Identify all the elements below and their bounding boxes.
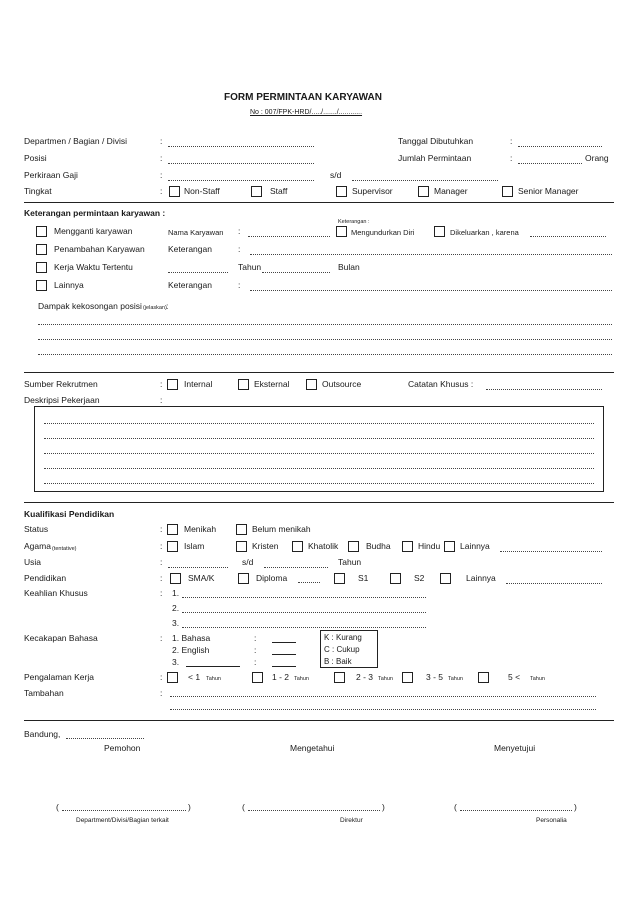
budha-label: Budha [366,541,391,551]
penambahan-keterangan-field[interactable] [250,254,612,255]
form-number: No : 007/FPK-HRD/...../......./............ [250,109,363,116]
kristen-checkbox[interactable] [236,541,247,552]
keahlian-item-1: 1. [172,588,180,598]
s2-label: S2 [414,573,425,583]
tahun-small: Tahun [206,676,221,682]
sma-label: SMA/K [188,573,215,583]
legend-kurang: K : Kurang [324,633,362,642]
colon: : [238,226,241,236]
internal-label: Internal [184,379,213,389]
orang-label: Orang [585,153,609,163]
usia-label: Usia [24,557,42,567]
menikah-label: Menikah [184,524,217,534]
pengalaman-label: Pengalaman Kerja [24,672,94,682]
divider [24,720,614,721]
sign-open: ( [56,802,59,812]
usia-tahun-label: Tahun [338,557,362,567]
tahun-field[interactable] [262,272,330,273]
mengganti-checkbox[interactable] [36,226,47,237]
legend-cukup: C : Cukup [324,645,360,654]
form-title: FORM PERMINTAAN KARYAWAN [224,92,382,103]
colon: : [254,657,257,667]
gaji-max-field[interactable] [352,180,498,181]
non-staff-checkbox[interactable] [169,186,180,197]
colon: : [160,672,163,682]
nama-karyawan-label: Nama Karyawan [168,228,224,237]
bahasa-item-1: 1. Bahasa [172,633,211,643]
supervisor-label: Supervisor [352,186,393,196]
tahun-small: Tahun [448,676,463,682]
tahun-small: Tahun [294,676,309,682]
pemohon-label: Pemohon [104,743,141,753]
colon: : [160,573,163,583]
keterangan-heading: Keterangan permintaan karyawan : [24,208,166,218]
bahasa-3-field[interactable] [272,666,296,667]
islam-label: Islam [184,541,205,551]
personalia-caption: Personalia [536,817,567,824]
keahlian-field-3[interactable] [182,627,426,628]
colon: : [254,645,257,655]
mengundurkan-label: Mengundurkan Diri [351,228,415,237]
keahlian-field-2[interactable] [182,612,426,613]
mengetahui-label: Mengetahui [290,743,335,753]
khatolik-label: Khatolik [308,541,339,551]
tanggal-label: Tanggal Dibutuhkan [398,136,474,146]
sign-close: ) [382,802,385,812]
pengalaman-1-checkbox[interactable] [167,672,178,683]
s2-checkbox[interactable] [390,573,401,584]
diploma-label: Diploma [256,573,288,583]
outsource-label: Outsource [322,379,362,389]
colon: : [160,688,163,698]
divider [24,202,614,203]
menikah-checkbox[interactable] [167,524,178,535]
keahlian-item-2: 2. [172,603,180,613]
deskripsi-box[interactable] [34,406,604,492]
belum-menikah-checkbox[interactable] [236,524,247,535]
keahlian-item-3: 3. [172,618,180,628]
pendidikan-lainnya-checkbox[interactable] [440,573,451,584]
colon: : [510,136,513,146]
dampak-label: Dampak kekosongan posisi [38,301,142,311]
tanggal-ttd-field[interactable] [66,738,144,739]
status-label: Status [24,524,49,534]
dampak-line-2[interactable] [38,339,612,340]
colon: : [238,280,241,290]
keahlian-field-1[interactable] [182,597,426,598]
keterangan-label: Keterangan [168,244,212,254]
agama-label: Agama [24,541,51,551]
sign-open: ( [242,802,245,812]
hindu-label: Hindu [418,541,441,551]
s1-label: S1 [358,573,369,583]
dampak-line-3[interactable] [38,354,612,355]
kecakapan-label: Kecakapan Bahasa [24,633,98,643]
dikeluarkan-checkbox[interactable] [434,226,445,237]
mengganti-label: Mengganti karyawan [54,226,133,236]
perkiraan-gaji-label: Perkiraan Gaji [24,170,78,180]
bahasa-2-field[interactable] [272,654,296,655]
internal-checkbox[interactable] [167,379,178,390]
deskripsi-line-1[interactable] [44,423,594,424]
sign-close: ) [188,802,191,812]
tahun-small: Tahun [378,676,393,682]
s1-checkbox[interactable] [334,573,345,584]
lainnya-label: Lainnya [54,280,84,290]
penambahan-label: Penambahan Karyawan [54,244,145,254]
catatan-field[interactable] [486,389,602,390]
hindu-checkbox[interactable] [402,541,413,552]
sd-label: s/d [330,170,342,180]
tingkat-label: Tingkat [24,186,52,196]
pengalaman-2-label: 1 - 2 [272,672,290,682]
kerja-waktu-label: Kerja Waktu Tertentu [54,262,133,272]
bulan-label: Bulan [338,262,360,272]
pengalaman-3-label: 2 - 3 [356,672,374,682]
non-staff-label: Non-Staff [184,186,220,196]
divider [24,372,614,373]
bahasa-item-2: 2. English [172,645,210,655]
colon: : [160,524,163,534]
staff-label: Staff [270,186,288,196]
agama-lainnya-field[interactable] [500,551,602,552]
senior-manager-label: Senior Manager [518,186,579,196]
colon: : [238,244,241,254]
kualifikasi-heading: Kualifikasi Pendidikan [24,509,115,519]
kristen-label: Kristen [252,541,279,551]
dept-caption: Department/Divisi/Bagian terkait [76,817,169,824]
colon: : [160,379,163,389]
dikeluarkan-label: Dikeluarkan , karena [450,228,519,237]
kerja-waktu-checkbox[interactable] [36,262,47,273]
diploma-field[interactable] [298,582,320,583]
pendidikan-label: Pendidikan [24,573,67,583]
usia-min-field[interactable] [168,567,228,568]
budha-checkbox[interactable] [348,541,359,552]
lainnya-keterangan-field[interactable] [250,290,612,291]
outsource-checkbox[interactable] [306,379,317,390]
deskripsi-line-4[interactable] [44,468,594,469]
manager-checkbox[interactable] [418,186,429,197]
staff-checkbox[interactable] [251,186,262,197]
colon: : [160,557,163,567]
tahun-small: Tahun [530,676,545,682]
tambahan-label: Tambahan [24,688,64,698]
deskripsi-label: Deskripsi Pekerjaan [24,395,100,405]
jumlah-label: Jumlah Permintaan [398,153,472,163]
lainnya-checkbox[interactable] [36,280,47,291]
agama-lainnya-checkbox[interactable] [444,541,455,552]
legend-baik: B : Baik [324,657,352,666]
eksternal-checkbox[interactable] [238,379,249,390]
colon: : [166,301,169,311]
sign-open: ( [454,802,457,812]
colon: : [160,153,163,163]
colon: : [160,541,163,551]
pengalaman-5-checkbox[interactable] [478,672,489,683]
manager-label: Manager [434,186,468,196]
sma-checkbox[interactable] [170,573,181,584]
agama-lainnya-label: Lainnya [460,541,490,551]
sumber-label: Sumber Rekrutmen [24,379,98,389]
gaji-min-field[interactable] [168,180,314,181]
bandung-label: Bandung, [24,729,61,739]
colon: : [160,633,163,643]
keahlian-label: Keahlian Khusus [24,588,88,598]
supervisor-checkbox[interactable] [336,186,347,197]
jumlah-field[interactable] [518,163,582,164]
sign-close: ) [574,802,577,812]
dampak-note: (jelaskan) [143,305,167,311]
islam-checkbox[interactable] [167,541,178,552]
bahasa-item-3: 3. [172,657,180,667]
keterangan-label: Keterangan [168,280,212,290]
usia-max-field[interactable] [264,567,328,568]
tambahan-line-1[interactable] [170,696,596,697]
direktur-sign-field[interactable] [248,810,380,811]
departemen-label: Departmen / Bagian / Divisi [24,136,127,146]
departemen-field[interactable] [168,146,314,147]
colon: : [160,395,163,405]
colon: : [510,153,513,163]
posisi-label: Posisi [24,153,47,163]
eksternal-label: Eksternal [254,379,290,389]
tanggal-field[interactable] [518,146,602,147]
dampak-line-1[interactable] [38,324,612,325]
keterangan-small-label: Keterangan : [338,219,370,225]
tahun-label: Tahun [238,262,262,272]
menyetujui-label: Menyetujui [494,743,536,753]
kerja-waktu-field[interactable] [168,272,228,273]
pengalaman-5-label: 5 < [508,672,521,682]
nama-karyawan-field[interactable] [248,236,330,237]
colon: : [160,136,163,146]
pemohon-sign-field[interactable] [62,810,186,811]
khatolik-checkbox[interactable] [292,541,303,552]
diploma-checkbox[interactable] [238,573,249,584]
bahasa-3-name-field[interactable] [186,666,240,667]
posisi-field[interactable] [168,163,314,164]
colon: : [160,588,163,598]
deskripsi-line-2[interactable] [44,438,594,439]
deskripsi-line-5[interactable] [44,483,594,484]
penambahan-checkbox[interactable] [36,244,47,255]
divider [24,502,614,503]
pendidikan-lainnya-field[interactable] [506,583,602,584]
senior-manager-checkbox[interactable] [502,186,513,197]
deskripsi-line-3[interactable] [44,453,594,454]
pengalaman-4-checkbox[interactable] [402,672,413,683]
pengalaman-3-checkbox[interactable] [334,672,345,683]
colon: : [160,186,163,196]
tambahan-line-2[interactable] [170,709,596,710]
belum-menikah-label: Belum menikah [252,524,311,534]
pengalaman-2-checkbox[interactable] [252,672,263,683]
colon: : [254,633,257,643]
pendidikan-lainnya-label: Lainnya [466,573,496,583]
sd-label: s/d [242,557,254,567]
agama-note: (tentative) [52,546,77,552]
mengundurkan-checkbox[interactable] [336,226,347,237]
personalia-sign-field[interactable] [460,810,572,811]
pengalaman-4-label: 3 - 5 [426,672,444,682]
pengalaman-1-label: < 1 [188,672,201,682]
bahasa-1-field[interactable] [272,642,296,643]
direktur-caption: Direktur [340,817,363,824]
colon: : [160,170,163,180]
dikeluarkan-field[interactable] [530,236,606,237]
catatan-label: Catatan Khusus : [408,379,474,389]
